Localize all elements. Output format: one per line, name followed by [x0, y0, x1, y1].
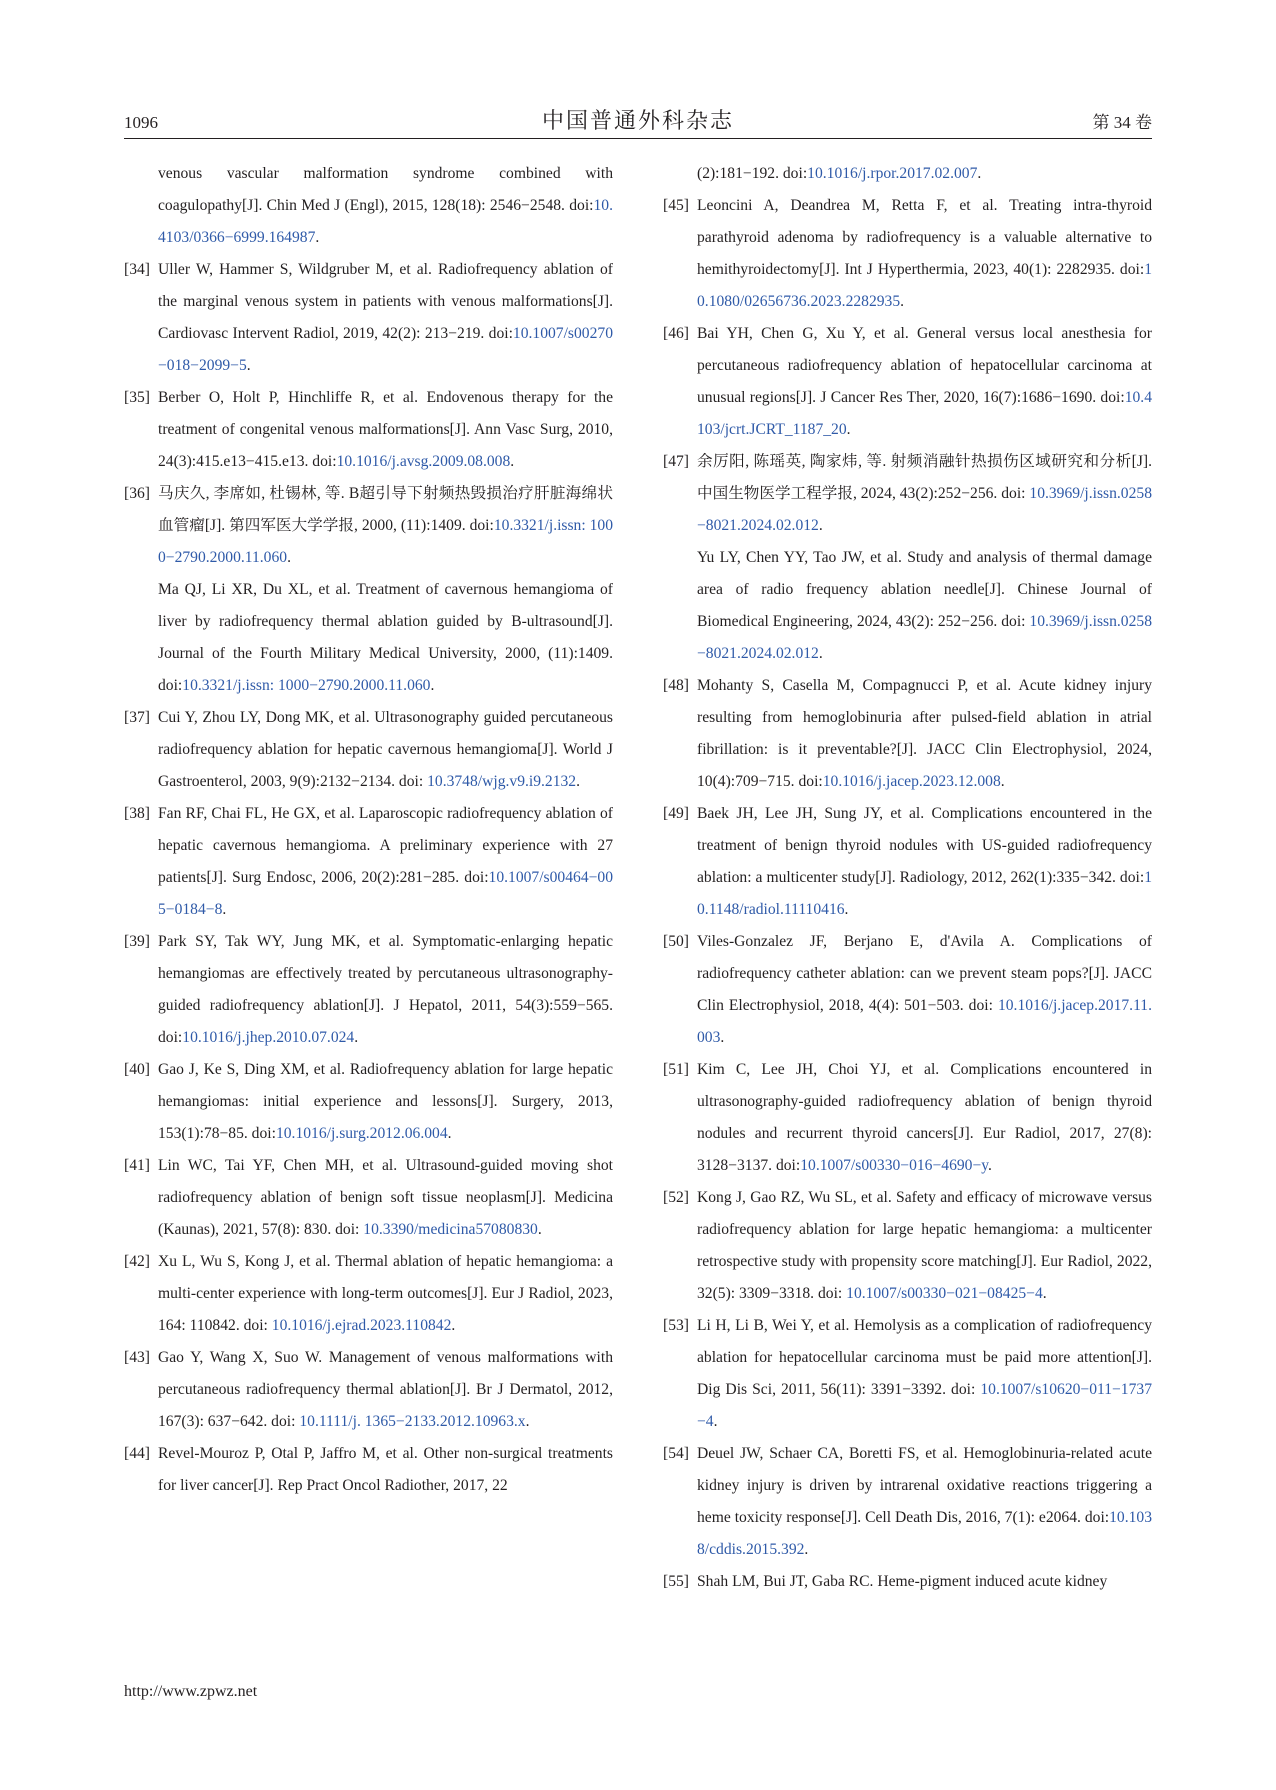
reference-tail: .	[246, 357, 251, 374]
doi-link[interactable]: 10.3321/j.issn: 1000−2790.2000.11.060	[158, 517, 613, 566]
doi-link[interactable]: 10.4103/jcrt.JCRT_1187_20	[697, 389, 1152, 438]
doi-link[interactable]: 10.1016/j.rpor.2017.02.007	[807, 165, 978, 182]
reference-number: [36]	[124, 485, 150, 502]
reference-item	[663, 1182, 1152, 1310]
reference-item	[124, 1438, 613, 1502]
reference-entry	[697, 926, 1152, 1054]
reference-text: Xu L, Wu S, Kong J, et al. Thermal ablation of hepatic hemangioma: a multi-center experience with long-term outcomes[J]. Eur J Radiol, 2023, 164: 110842. doi:	[158, 1253, 613, 1334]
reference-entry	[158, 478, 613, 574]
reference-tail: .	[537, 1221, 542, 1238]
doi-link[interactable]: 10.1007/s00330−021−08425−4	[846, 1285, 1043, 1302]
reference-number: [45]	[663, 197, 689, 214]
reference-text: venous vascular malformation syndrome combined with coagulopathy[J]. Chin Med J (Engl), 2015, 128(18): 2546−2548. doi:	[158, 165, 613, 214]
page-header	[124, 100, 1152, 139]
doi-link[interactable]: 10.1016/j.jacep.2017.11.003	[697, 997, 1152, 1046]
reference-item	[124, 158, 613, 254]
volume-label: 第 34 卷	[1092, 113, 1152, 132]
reference-tail: .	[354, 1029, 359, 1046]
reference-item	[124, 1054, 613, 1150]
reference-text: Revel-Mouroz P, Otal P, Jaffro M, et al. Other non-surgical treatments for liver cancer[J]. Rep Pract Oncol Radiother, 2017, 22	[158, 1445, 613, 1494]
reference-item	[124, 926, 613, 1054]
doi-link[interactable]: 10.1016/j.jhep.2010.07.024	[182, 1029, 355, 1046]
reference-entry	[158, 1246, 613, 1342]
reference-number: [46]	[663, 325, 689, 342]
reference-text: Kim C, Lee JH, Choi YJ, et al. Complications encountered in ultrasonography-guided radiofrequency ablation of benign thyroid nodules and recurrent thyroid cancers[J]. Eur Radiol, 2017, 27(8): 3128−3137. doi:	[697, 1061, 1152, 1174]
reference-text: 马庆久, 李席如, 杜锡林, 等. B超引导下射频热毁损治疗肝脏海绵状血管瘤[J]. 第四军医大学学报, 2000, (11):1409. doi:	[158, 485, 613, 534]
reference-tail: .	[988, 1157, 992, 1174]
reference-text: Cui Y, Zhou LY, Dong MK, et al. Ultrasonography guided percutaneous radiofrequency ablation for hepatic cavernous hemangioma[J]. World J Gastroenterol, 2003, 9(9):2132−2134. doi:	[158, 709, 613, 790]
reference-text: Viles-Gonzalez JF, Berjano E, d'Avila A. Complications of radiofrequency catheter ablation: can we prevent steam pops?[J]. JACC Clin Electrophysiol, 2018, 4(4): 501−503. doi:	[697, 933, 1152, 1014]
reference-text: Gao Y, Wang X, Suo W. Management of venous malformations with percutaneous radiofrequency thermal ablation[J]. Br J Dermatol, 2012, 167(3): 637−642. doi:	[158, 1349, 613, 1430]
reference-entry	[158, 1150, 613, 1246]
reference-entry	[158, 798, 613, 926]
doi-link[interactable]: 10.1016/j.avsg.2009.08.008	[336, 453, 511, 470]
reference-item	[663, 1566, 1152, 1598]
reference-number: [43]	[124, 1349, 150, 1366]
doi-link[interactable]: 10.3969/j.issn.0258−8021.2024.02.012	[697, 613, 1152, 662]
reference-text: 余厉阳, 陈瑶英, 陶家炜, 等. 射频消融针热损伤区域研究和分析[J]. 中国生物医学工程学报, 2024, 43(2):252−256. doi:	[697, 453, 1152, 502]
reference-tail: .	[818, 645, 823, 662]
reference-number: [52]	[663, 1189, 689, 1206]
reference-tail: .	[818, 517, 823, 534]
reference-text: Mohanty S, Casella M, Compagnucci P, et al. Acute kidney injury resulting from hemoglobinuria after pulsed-field ablation in atrial fibrillation: is it preventable?[J]. JACC Clin Electrophysiol, 2024, 10(4):709−715. doi:	[697, 677, 1152, 790]
reference-item	[124, 1342, 613, 1438]
reference-text: Kong J, Gao RZ, Wu SL, et al. Safety and efficacy of microwave versus radiofrequency ablation for large hepatic hemangioma: a multicenter retrospective study with propensity score matching[J]. Eur Radiol, 2022, 32(5): 3309−3318. doi:	[697, 1189, 1152, 1302]
doi-link[interactable]: 10.3390/medicina57080830	[363, 1221, 538, 1238]
reference-number: [51]	[663, 1061, 689, 1078]
reference-text: Shah LM, Bui JT, Gaba RC. Heme-pigment induced acute kidney	[697, 1573, 1108, 1590]
doi-link[interactable]: 10.3969/j.issn.0258−8021.2024.02.012	[697, 485, 1152, 534]
reference-item	[663, 798, 1152, 926]
reference-item	[124, 382, 613, 478]
footer-url[interactable]: http://www.zpwz.net	[124, 1683, 258, 1700]
reference-number: [49]	[663, 805, 689, 822]
doi-link[interactable]: 10.1111/j. 1365−2133.2012.10963.x	[299, 1413, 526, 1430]
doi-link[interactable]: 10.1007/s00270−018−2099−5	[158, 325, 613, 374]
reference-tail: .	[222, 901, 227, 918]
reference-entry	[158, 254, 613, 382]
reference-text: Gao J, Ke S, Ding XM, et al. Radiofrequency ablation for large hepatic hemangiomas: initial experience and lessons[J]. Surgery, 2013, 153(1):78−85. doi:	[158, 1061, 613, 1142]
reference-tail: .	[447, 1125, 452, 1142]
reference-number: [39]	[124, 933, 150, 950]
page-number: 1096	[124, 113, 158, 132]
reference-number: [41]	[124, 1157, 150, 1174]
reference-text: Bai YH, Chen G, Xu Y, et al. General versus local anesthesia for percutaneous radiofrequency ablation of hepatocellular carcinoma at unusual regions[J]. J Cancer Res Ther, 2020, 16(7):1686−1690. doi:	[697, 325, 1152, 406]
reference-entry	[697, 670, 1152, 798]
reference-text: (2):181−192. doi:	[697, 165, 808, 182]
reference-number: [37]	[124, 709, 150, 726]
doi-link[interactable]: 10.1007/s10620−011−1737−4	[697, 1381, 1152, 1430]
doi-link[interactable]: 10.3321/j.issn: 1000−2790.2000.11.060	[182, 677, 431, 694]
reference-entry	[697, 1566, 1152, 1598]
reference-tail: .	[510, 453, 515, 470]
reference-tail: .	[844, 901, 849, 918]
reference-item	[124, 1246, 613, 1342]
reference-text: Uller W, Hammer S, Wildgruber M, et al. Radiofrequency ablation of the marginal venous system in patients with venous malformations[J]. Cardiovasc Intervent Radiol, 2019, 42(2): 213−219. doi:	[158, 261, 613, 342]
reference-text: Deuel JW, Schaer CA, Boretti FS, et al. Hemoglobinuria-related acute kidney injury is driven by intrarenal oxidative reactions triggering a heme toxicity response[J]. Cell Death Dis, 2016, 7(1): e2064. doi:	[697, 1445, 1152, 1526]
reference-text: Leoncini A, Deandrea M, Retta F, et al. Treating intra-thyroid parathyroid adenoma by radiofrequency is a valuable alternative to hemithyroidectomy[J]. Int J Hyperthermia, 2023, 40(1): 2282935. doi:	[697, 197, 1152, 278]
reference-item	[663, 1054, 1152, 1182]
reference-text: Li H, Li B, Wei Y, et al. Hemolysis as a complication of radiofrequency ablation for hepatocellular carcinoma must be paid more attention[J]. Dig Dis Sci, 2011, 56(11): 3391−3392. doi:	[697, 1317, 1152, 1398]
reference-tail: .	[977, 165, 982, 182]
reference-item	[663, 446, 1152, 670]
reference-tail: .	[576, 773, 581, 790]
reference-tail: .	[525, 1413, 530, 1430]
doi-link[interactable]: 10.1038/cddis.2015.392	[697, 1509, 1152, 1558]
reference-tail: .	[1000, 773, 1005, 790]
reference-entry	[158, 1054, 613, 1150]
doi-link[interactable]: 10.1007/s00330−016−4690−y	[800, 1157, 989, 1174]
reference-tail: .	[1042, 1285, 1047, 1302]
reference-entry	[697, 446, 1152, 542]
doi-link[interactable]: 10.1016/j.ejrad.2023.110842	[271, 1317, 452, 1334]
reference-entry	[158, 926, 613, 1054]
left-column	[124, 158, 613, 1502]
reference-item	[663, 190, 1152, 318]
doi-link[interactable]: 10.1007/s00464−005−0184−8	[158, 869, 613, 918]
reference-item	[663, 670, 1152, 798]
reference-entry	[158, 382, 613, 478]
reference-entry	[697, 1438, 1152, 1566]
reference-entry	[697, 1054, 1152, 1182]
reference-text: Lin WC, Tai YF, Chen MH, et al. Ultrasound-guided moving shot radiofrequency ablation of benign soft tissue neoplasm[J]. Medicina (Kaunas), 2021, 57(8): 830. doi:	[158, 1157, 613, 1238]
doi-link[interactable]: 10.1080/02656736.2023.2282935	[697, 261, 1152, 310]
reference-entry	[158, 1342, 613, 1438]
doi-link[interactable]: 10.1016/j.surg.2012.06.004	[275, 1125, 448, 1142]
reference-item	[124, 702, 613, 798]
reference-item	[124, 254, 613, 382]
reference-entry	[697, 158, 1152, 190]
reference-entry	[158, 1438, 613, 1502]
reference-number: [54]	[663, 1445, 689, 1462]
reference-text: Berber O, Holt P, Hinchliffe R, et al. Endovenous therapy for the treatment of congenital venous malformations[J]. Ann Vasc Surg, 2010, 24(3):415.e13−415.e13. doi:	[158, 389, 613, 470]
doi-link[interactable]: 10.3748/wjg.v9.i9.2132	[427, 773, 577, 790]
reference-number: [53]	[663, 1317, 689, 1334]
reference-tail: .	[713, 1413, 718, 1430]
reference-entry	[697, 542, 1152, 670]
reference-number: [47]	[663, 453, 689, 470]
right-column	[663, 158, 1152, 1598]
reference-text: Park SY, Tak WY, Jung MK, et al. Symptomatic-enlarging hepatic hemangiomas are effectively treated by percutaneous ultrasonography-guided radiofrequency ablation[J]. J Hepatol, 2011, 54(3):559−565. doi:	[158, 933, 613, 1046]
doi-link[interactable]: 10.1148/radiol.11110416	[697, 869, 1152, 918]
reference-number: [40]	[124, 1061, 150, 1078]
journal-title: 中国普通外科杂志	[541, 108, 734, 133]
reference-text: Baek JH, Lee JH, Sung JY, et al. Complications encountered in the treatment of benign thyroid nodules with US-guided radiofrequency ablation: a multicenter study[J]. Radiology, 2012, 262(1):335−342. doi:	[697, 805, 1152, 886]
reference-tail: .	[720, 1029, 725, 1046]
reference-number: [38]	[124, 805, 150, 822]
reference-entry	[697, 190, 1152, 318]
reference-item	[124, 1150, 613, 1246]
reference-item	[124, 478, 613, 702]
reference-item	[663, 158, 1152, 190]
reference-tail: .	[315, 229, 320, 246]
reference-tail: .	[287, 549, 291, 566]
reference-tail: .	[900, 293, 905, 310]
reference-entry	[158, 702, 613, 798]
reference-tail: .	[846, 421, 851, 438]
reference-tail: .	[804, 1541, 809, 1558]
reference-tail: .	[451, 1317, 456, 1334]
reference-entry	[158, 574, 613, 702]
reference-number: [35]	[124, 389, 150, 406]
reference-item	[663, 926, 1152, 1054]
reference-item	[663, 1438, 1152, 1566]
reference-number: [34]	[124, 261, 150, 278]
reference-text: Fan RF, Chai FL, He GX, et al. Laparoscopic radiofrequency ablation of hepatic cavernous hemangioma. A preliminary experience with 27 patients[J]. Surg Endosc, 2006, 20(2):281−285. doi:	[158, 805, 613, 886]
reference-tail: .	[430, 677, 435, 694]
reference-entry	[697, 1310, 1152, 1438]
reference-entry	[697, 318, 1152, 446]
reference-number: [44]	[124, 1445, 150, 1462]
doi-link[interactable]: 10.1016/j.jacep.2023.12.008	[822, 773, 1001, 790]
reference-number: [48]	[663, 677, 689, 694]
doi-link[interactable]: 10.4103/0366−6999.164987	[158, 197, 613, 246]
reference-item	[663, 1310, 1152, 1438]
reference-text: Ma QJ, Li XR, Du XL, et al. Treatment of cavernous hemangioma of liver by radiofrequency thermal ablation guided by B-ultrasound[J]. Journal of the Fourth Military Medical University, 2000, (11):1409. doi:	[158, 581, 613, 694]
reference-number: [50]	[663, 933, 689, 950]
reference-item	[124, 798, 613, 926]
reference-item	[663, 318, 1152, 446]
reference-entry	[697, 1182, 1152, 1310]
reference-text: Yu LY, Chen YY, Tao JW, et al. Study and analysis of thermal damage area of radio frequency ablation needle[J]. Chinese Journal of Biomedical Engineering, 2024, 43(2): 252−256. doi:	[697, 549, 1152, 630]
reference-entry	[697, 798, 1152, 926]
reference-number: [42]	[124, 1253, 150, 1270]
reference-number: [55]	[663, 1573, 689, 1590]
reference-entry	[158, 158, 613, 254]
